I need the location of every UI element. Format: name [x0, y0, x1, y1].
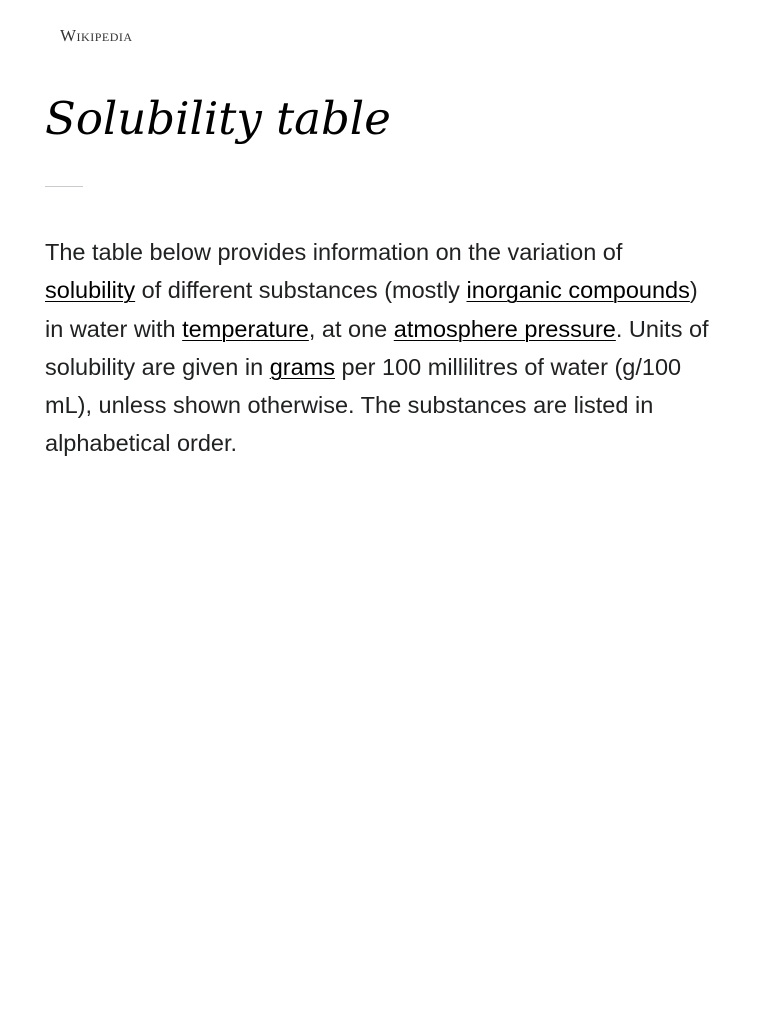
link-temperature[interactable]: temperature: [182, 315, 309, 342]
wikipedia-wordmark[interactable]: Wikipedia: [60, 26, 133, 45]
page-title: Solubility table: [45, 92, 391, 145]
link-inorganic-compounds[interactable]: inorganic compounds: [466, 277, 690, 304]
intro-text: ) in water with: [45, 277, 698, 342]
intro-text: . Units of solubility are given in: [45, 315, 709, 380]
intro-text: , at one: [308, 315, 394, 342]
link-grams[interactable]: grams: [269, 353, 335, 380]
link-atmosphere-pressure[interactable]: atmosphere pressure: [393, 315, 616, 342]
link-solubility[interactable]: solubility: [45, 277, 136, 304]
intro-text: per 100 millilitres of water (g/100 mL), unless shown otherwise. The substances are listed in alphabetical order.: [45, 353, 682, 457]
intro-paragraph: [45, 233, 715, 463]
intro-text: of different substances (mostly: [135, 277, 467, 304]
title-divider: [45, 186, 83, 187]
intro-text: The table below provides information on the variation of: [45, 239, 623, 265]
